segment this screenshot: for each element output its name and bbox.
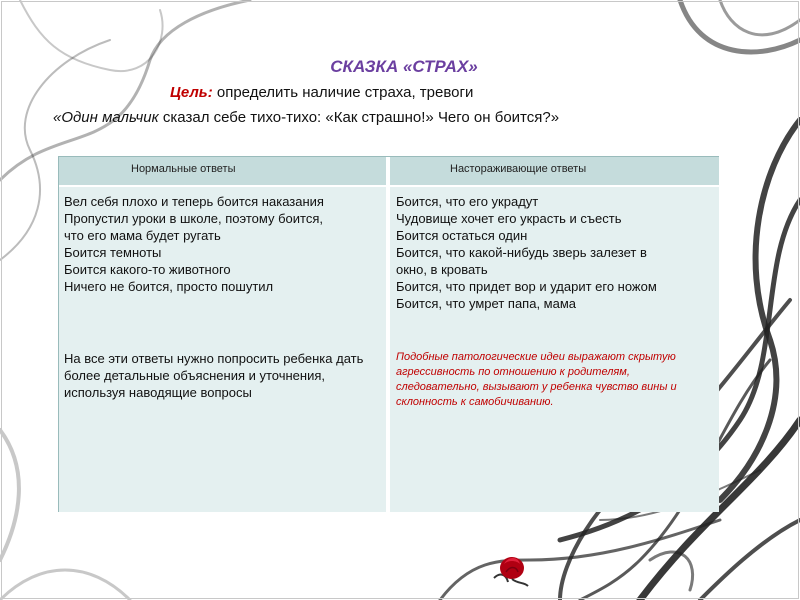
- question-italic: «Один мальчик: [53, 109, 163, 126]
- goal-text: определить наличие страха, тревоги: [212, 84, 474, 101]
- goal-line: [170, 84, 473, 101]
- header-alarming-answers: Настораживающие ответы: [390, 157, 719, 186]
- normal-note: На все эти ответы нужно попросить ребенка дать более детальные объяснения и уточнения, используя наводящие вопросы: [64, 351, 364, 400]
- question-text: сказал себе тихо-тихо: «Как страшно!» Чего он боится?»: [162, 109, 560, 126]
- goal-label: Цель:: [170, 84, 213, 101]
- alarming-answer: Боится, что какой-нибудь зверь залезет в: [396, 245, 647, 260]
- header-normal-answers: Нормальные ответы: [59, 157, 388, 186]
- alarming-answers-cell: [390, 187, 719, 512]
- question-line: [53, 109, 559, 126]
- normal-answer: Пропустил уроки в школе, поэтому боится,: [64, 211, 323, 226]
- normal-answers-cell: [59, 187, 388, 512]
- alarming-answer: Боится остаться один: [396, 228, 528, 243]
- alarming-answer: окно, в кровать: [396, 262, 488, 277]
- normal-answer: Боится темноты: [64, 245, 162, 260]
- alarming-answer: Чудовище хочет его украсть и съесть: [396, 211, 622, 226]
- answers-table: [58, 156, 719, 512]
- normal-answer: Боится какого-то животного: [64, 262, 231, 277]
- normal-answer: Вел себя плохо и теперь боится наказания: [64, 194, 324, 209]
- slide-title: СКАЗКА «СТРАХ»: [330, 57, 478, 76]
- alarming-answer: Боится, что его украдут: [396, 194, 539, 209]
- alarming-answer: Боится, что придет вор и ударит его ножом: [396, 279, 657, 294]
- normal-answer: что его мама будет ругать: [64, 228, 221, 243]
- rose-icon: [488, 548, 532, 588]
- normal-answer: Ничего не боится, просто пошутил: [64, 279, 274, 294]
- alarming-answer: Боится, что умрет папа, мама: [396, 296, 577, 311]
- alarming-note: Подобные патологические идеи выражают скрытую агрессивность по отношению к родителям, следовательно, вызывают у ребенка чувство вины и склонность к самобичиванию.: [396, 351, 677, 408]
